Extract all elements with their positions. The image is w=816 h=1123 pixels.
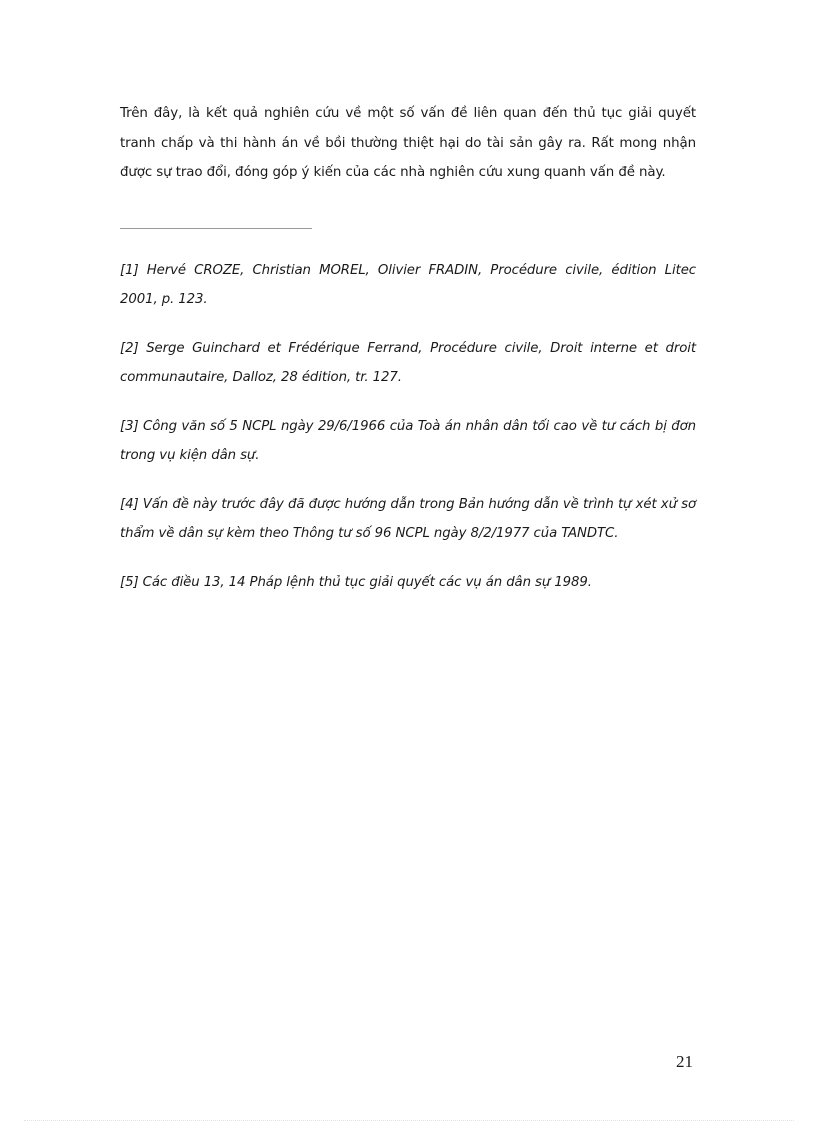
footnote-5: [5] Các điều 13, 14 Pháp lệnh thủ tục giải quyết các vụ án dân sự 1989.: [120, 575, 592, 590]
body-paragraph: Trên đây, là kết quả nghiên cứu về một số vấn đề liên quan đến thủ tục giải quyết tranh chấp và thi hành án về bồi thường thiệt hại do tài sản gây ra. Rất mong nhận được sự trao đổi, đóng góp ý kiến của các nhà nghiên cứu xung quanh vấn đề này.: [120, 106, 696, 180]
footnote-3: [3] Công văn số 5 NCPL ngày 29/6/1966 của Toà án nhân dân tối cao về tư cách bị đơn trong vụ kiện dân sự.: [120, 419, 696, 463]
footnote-1: [1] Hervé CROZE, Christian MOREL, Olivier FRADIN, Procédure civile, édition Litec 2001, p. 123.: [120, 263, 696, 307]
page-number: 21: [676, 1052, 693, 1071]
footnote-list: [120, 256, 696, 617]
page-bottom-border: [24, 1120, 794, 1121]
footnote-2: [2] Serge Guinchard et Frédérique Ferrand, Procédure civile, Droit interne et droit communautaire, Dalloz, 28 édition, tr. 127.: [120, 341, 696, 385]
footnote-separator: [120, 228, 312, 229]
footnote-4: [4] Vấn đề này trước đây đã được hướng dẫn trong Bản hướng dẫn về trình tự xét xử sơ thẩm về dân sự kèm theo Thông tư số 96 NCPL ngày 8/2/1977 của TANDTC.: [120, 497, 696, 541]
